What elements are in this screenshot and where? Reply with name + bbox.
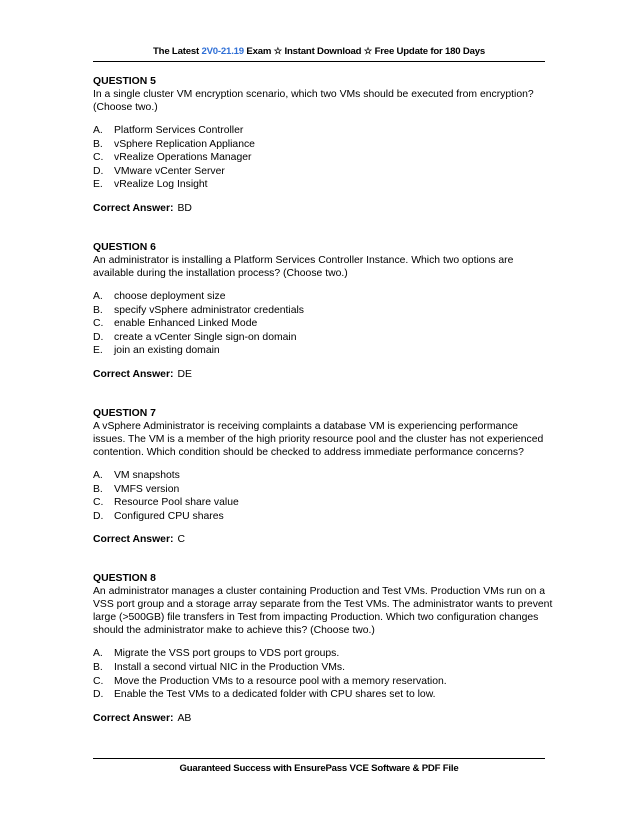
- option-text: Move the Production VMs to a resource pool with a memory reservation.: [114, 675, 447, 687]
- option-text: Install a second virtual NIC in the Production VMs.: [114, 661, 346, 673]
- option-letter: A.: [93, 290, 103, 302]
- question-5: [93, 75, 553, 215]
- option-item: [93, 290, 553, 304]
- option-item: [93, 317, 553, 331]
- option-item: [93, 331, 553, 345]
- option-item: [93, 688, 553, 702]
- option-list: [93, 290, 553, 358]
- option-letter: E.: [93, 179, 103, 191]
- option-list: [93, 469, 553, 523]
- option-item: [93, 165, 553, 179]
- option-text: VM snapshots: [114, 469, 180, 481]
- option-item: [93, 178, 553, 192]
- page-footer: Guaranteed Success with EnsurePass VCE Software & PDF File: [179, 763, 459, 774]
- option-text: join an existing domain: [114, 345, 220, 357]
- option-letter: E.: [93, 345, 103, 357]
- option-text: specify vSphere administrator credentials: [114, 304, 305, 316]
- footer-divider: [93, 758, 545, 759]
- question-text: A vSphere Administrator is receiving complaints a database VM is experiencing performance issues. The VM is a member of the high priority resource pool and the cluster has not experienced contention. Which condition should be checked to address immediate performance concerns?: [93, 420, 544, 458]
- option-letter: B.: [93, 661, 103, 673]
- option-text: Enable the Test VMs to a dedicated folder with CPU shares set to low.: [114, 689, 436, 701]
- question-text: In a single cluster VM encryption scenario, which two VMs should be executed from encryption? (Choose two.): [93, 89, 534, 113]
- option-letter: C.: [93, 675, 104, 687]
- correct-answer: [93, 202, 553, 215]
- option-list: [93, 647, 553, 701]
- option-letter: C.: [93, 497, 104, 509]
- question-title: QUESTION 8: [93, 573, 156, 585]
- option-text: VMware vCenter Server: [114, 165, 225, 177]
- option-text: enable Enhanced Linked Mode: [114, 318, 258, 330]
- option-item: [93, 496, 553, 510]
- option-letter: A.: [93, 125, 103, 136]
- option-text: vSphere Replication Appliance: [114, 138, 255, 150]
- option-text: Migrate the VSS port groups to VDS port groups.: [114, 648, 340, 660]
- option-item: [93, 344, 553, 358]
- correct-answer: [93, 368, 553, 381]
- answer-value: C: [177, 534, 185, 546]
- option-letter: D.: [93, 165, 104, 177]
- option-text: vRealize Operations Manager: [114, 152, 252, 164]
- option-item: [93, 304, 553, 318]
- option-text: create a vCenter Single sign-on domain: [114, 331, 297, 343]
- option-text: Resource Pool share value: [114, 497, 239, 509]
- question-title: QUESTION 6: [93, 241, 156, 253]
- question-7: [93, 407, 553, 546]
- question-title: QUESTION 7: [93, 407, 156, 419]
- option-letter: C.: [93, 318, 104, 330]
- question-6: [93, 241, 553, 381]
- option-text: Configured CPU shares: [114, 510, 224, 522]
- option-letter: A.: [93, 648, 103, 660]
- option-letter: B.: [93, 483, 103, 495]
- option-item: [93, 510, 553, 524]
- option-item: [93, 647, 553, 661]
- option-item: [93, 138, 553, 152]
- answer-value: BD: [177, 202, 192, 214]
- option-item: [93, 124, 553, 138]
- question-8: [93, 572, 553, 724]
- exam-code: 2V0-21.19: [201, 46, 244, 57]
- page-header: [0, 46, 638, 57]
- correct-answer: [93, 533, 553, 546]
- answer-label: Correct Answer:: [93, 712, 174, 724]
- answer-value: AB: [177, 712, 192, 724]
- option-text: vRealize Log Insight: [114, 179, 208, 191]
- option-letter: D.: [93, 510, 104, 522]
- option-text: VMFS version: [114, 483, 180, 495]
- option-list: [93, 124, 553, 192]
- header-prefix: The Latest: [153, 46, 202, 57]
- option-item: [93, 151, 553, 165]
- question-text: An administrator manages a cluster containing Production and Test VMs. Production VMs run on a VSS port group and a storage array separate from the Test VMs. The administrator wants to prevent large (>500GB) file transfers in Test from impacting Production. Which two configuration changes should the administrator make to achieve this? (Choose two.): [93, 586, 553, 637]
- option-letter: A.: [93, 469, 103, 481]
- option-letter: D.: [93, 331, 104, 343]
- questions-container: [93, 75, 553, 751]
- answer-label: Correct Answer:: [93, 368, 174, 380]
- question-text: An administrator is installing a Platform Services Controller Instance. Which two options are available during the installation process? (Choose two.): [93, 254, 514, 279]
- option-item: [93, 469, 553, 483]
- option-letter: B.: [93, 138, 103, 150]
- answer-value: DE: [177, 368, 192, 380]
- answer-label: Correct Answer:: [93, 534, 174, 546]
- option-letter: B.: [93, 304, 103, 316]
- header-suffix: Exam ☆ Instant Download ☆ Free Update for 180 Days: [243, 46, 485, 57]
- option-letter: D.: [93, 689, 104, 701]
- header-divider: [93, 61, 545, 62]
- option-letter: C.: [93, 152, 104, 164]
- option-item: [93, 675, 553, 689]
- correct-answer: [93, 712, 553, 725]
- option-text: choose deployment size: [114, 290, 226, 302]
- option-item: [93, 483, 553, 497]
- question-title: QUESTION 5: [93, 76, 156, 87]
- option-text: Platform Services Controller: [114, 125, 244, 136]
- answer-label: Correct Answer:: [93, 202, 174, 214]
- option-item: [93, 661, 553, 675]
